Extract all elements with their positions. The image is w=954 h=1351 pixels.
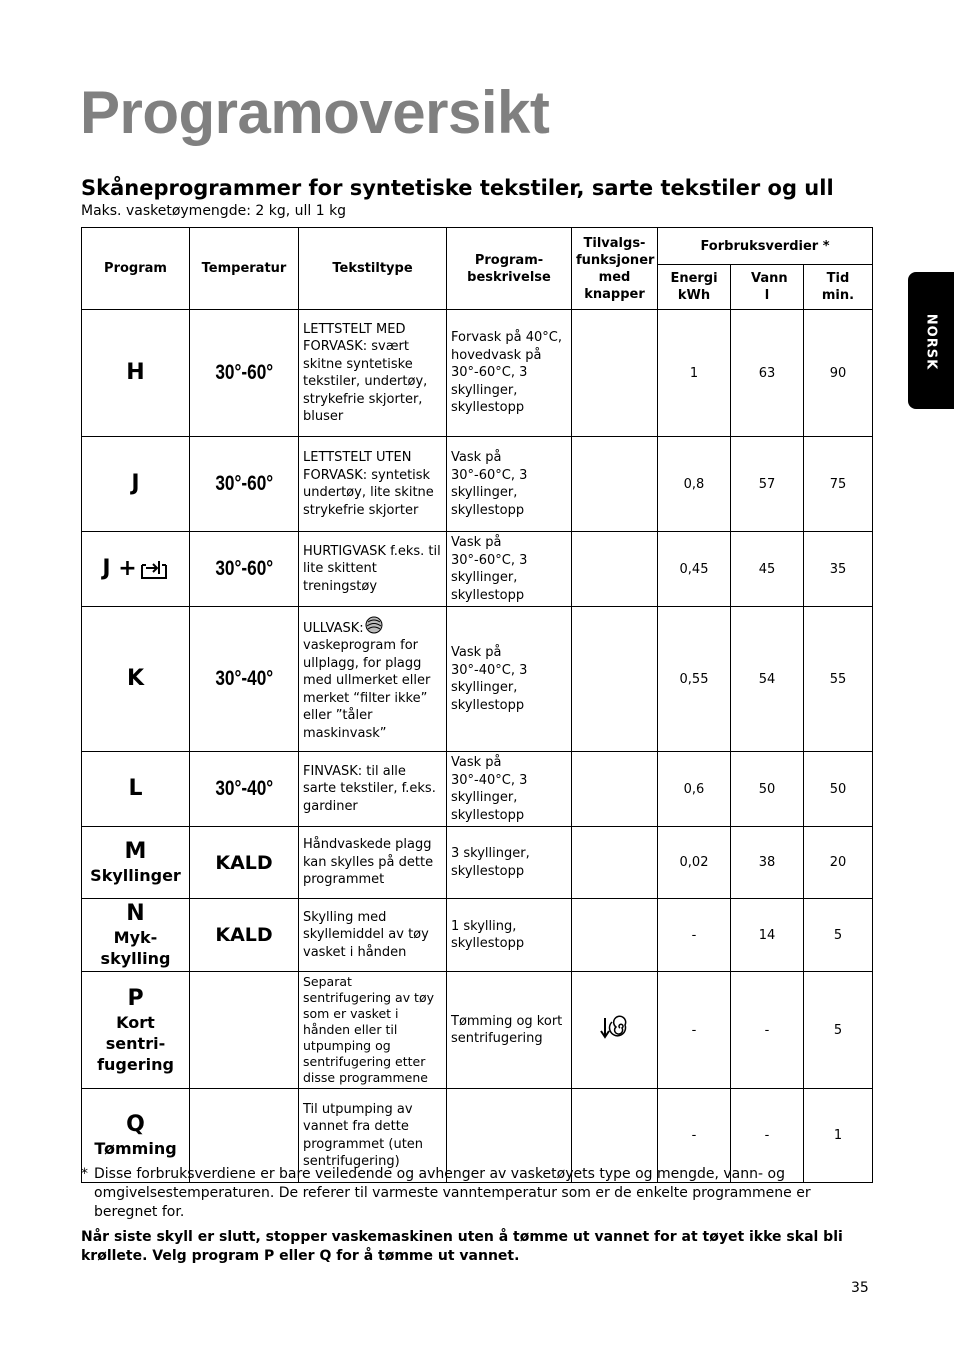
program-letter: H <box>126 360 145 385</box>
energy-cell: - <box>658 972 731 1089</box>
header-textile: Tekstiltype <box>299 228 447 310</box>
footnote-star: * <box>81 1166 88 1182</box>
time-cell: 20 <box>804 827 873 899</box>
textile-cell: FINVASK: til alle sarte tekstiler, f.eks. gardiner <box>299 752 447 827</box>
header-consumption: Forbruksverdier * <box>658 228 873 265</box>
description-cell: Vask på 30°-60°C, 3 skyllinger, skyllestopp <box>447 532 572 607</box>
energy-cell: 0,02 <box>658 827 731 899</box>
time-cell: 90 <box>804 310 873 437</box>
description-cell: Vask på 30°-40°C, 3 skyllinger, skyllestopp <box>447 607 572 752</box>
options-cell <box>572 310 658 437</box>
textile-cell: Skylling med skyllemiddel av tøy vasket i hånden <box>299 899 447 972</box>
program-cell <box>82 607 190 752</box>
program-letter: Q <box>126 1112 145 1137</box>
options-cell <box>572 972 658 1089</box>
program-letter: L <box>128 776 143 801</box>
textile-cell: LETTSTELT UTEN FORVASK: syntetisk undertøy, lite skitne strykefrie skjorter <box>299 437 447 532</box>
time-cell: 5 <box>804 899 873 972</box>
header-time: Tid min. <box>804 265 873 310</box>
water-cell: 50 <box>731 752 804 827</box>
water-cell: 57 <box>731 437 804 532</box>
options-cell <box>572 532 658 607</box>
description-cell: Tømming og kort sentrifugering <box>447 972 572 1089</box>
program-cell <box>82 437 190 532</box>
header-options: Tilvalgs-funksjoner med knapper <box>572 228 658 310</box>
description-cell: Vask på 30°-60°C, 3 skyllinger, skyllestopp <box>447 437 572 532</box>
temperature-cell <box>190 972 299 1089</box>
section-subtitle: Skåneprogrammer for syntetiske tekstiler, sarte tekstiler og ull <box>81 176 834 200</box>
time-cell: 5 <box>804 972 873 1089</box>
options-cell <box>572 827 658 899</box>
water-cell: 45 <box>731 532 804 607</box>
program-cell <box>82 752 190 827</box>
temperature-cell <box>190 607 299 752</box>
time-cell: 55 <box>804 607 873 752</box>
program-subtitle: Tømming <box>94 1139 177 1158</box>
footnote <box>81 1165 871 1222</box>
program-cell <box>82 972 190 1089</box>
temperature-value: 30°-60° <box>215 472 273 495</box>
water-cell: - <box>731 1089 804 1183</box>
energy-cell: 0,8 <box>658 437 731 532</box>
options-cell <box>572 437 658 532</box>
description-cell: 3 skyllinger, skyllestopp <box>447 827 572 899</box>
table-row <box>82 827 873 899</box>
program-cell <box>82 899 190 972</box>
table-row <box>82 532 873 607</box>
energy-cell: - <box>658 899 731 972</box>
program-letter: K <box>126 666 145 691</box>
energy-cell: - <box>658 1089 731 1183</box>
program-letter: J <box>131 471 140 496</box>
description-cell: Vask på 30°-40°C, 3 skyllinger, skyllestopp <box>447 752 572 827</box>
temperature-value: 30°-60° <box>215 557 273 580</box>
options-cell <box>572 899 658 972</box>
textile-cell: Til utpumping av vannet fra dette programmet (uten sentrifugering) <box>299 1089 447 1183</box>
table-row <box>82 607 873 752</box>
water-cell: - <box>731 972 804 1089</box>
textile-cell: LETTSTELT MED FORVASK: svært skitne syntetiske tekstiler, undertøy, strykefrie skjorter, bluser <box>299 310 447 437</box>
temperature-cell <box>190 899 299 972</box>
max-load-note: Maks. vasketøymengde: 2 kg, ull 1 kg <box>81 203 347 219</box>
spin-icon <box>598 1015 632 1041</box>
program-cell <box>82 310 190 437</box>
water-cell: 38 <box>731 827 804 899</box>
header-energy: Energi kWh <box>658 265 731 310</box>
textile-cell: Separat sentrifugering av tøy som er vasket i hånden eller til utpumping og sentrifugering etter disse programmene <box>299 972 447 1089</box>
energy-cell: 0,6 <box>658 752 731 827</box>
program-letter: N <box>126 901 145 926</box>
table-row <box>82 752 873 827</box>
wool-label: ULLVASK: <box>303 620 364 636</box>
page-number: 35 <box>851 1280 869 1296</box>
program-subtitle: Kort sentri-fugering <box>97 1012 174 1074</box>
wool-ball-icon <box>364 616 384 634</box>
time-cell: 50 <box>804 752 873 827</box>
wool-description: vaskeprogram for ullplagg, for plagg med ullmerket eller merket “filter ikke” eller ”tåler maskinvask” <box>303 638 431 741</box>
time-cell: 35 <box>804 532 873 607</box>
footnote-text: Disse forbruksverdiene er bare veiledende og avhenger av vasketøyets type og mengde, vann- og omgivelsestemperaturen. De referer til varmeste vanntemperatur som er de enkelte programmene er beregnet for. <box>94 1166 811 1220</box>
program-cell <box>82 532 190 607</box>
quick-wash-icon <box>139 557 169 581</box>
textile-cell: Håndvaskede plagg kan skylles på dette programmet <box>299 827 447 899</box>
header-temperature: Temperatur <box>190 228 299 310</box>
program-letter: M <box>124 839 147 864</box>
header-program: Program <box>82 228 190 310</box>
textile-cell: HURTIGVASK f.eks. til lite skittent treningstøy <box>299 532 447 607</box>
energy-cell: 1 <box>658 310 731 437</box>
program-table <box>81 227 873 1183</box>
page-title: Programoversikt <box>80 79 550 146</box>
textile-cell <box>299 607 447 752</box>
program-letter: J + <box>102 556 137 581</box>
time-cell: 75 <box>804 437 873 532</box>
table-row <box>82 310 873 437</box>
drain-note: Når siste skyll er slutt, stopper vaskemaskinen uten å tømme ut vannet for at tøyet ikke skal bli krøllete. Velg program P eller Q for å tømme ut vannet. <box>81 1229 843 1264</box>
water-cell: 14 <box>731 899 804 972</box>
temperature-value: 30°-40° <box>215 777 273 800</box>
header-description: Program-beskrivelse <box>447 228 572 310</box>
options-cell <box>572 752 658 827</box>
water-cell: 63 <box>731 310 804 437</box>
language-tab-label: NORSK <box>923 313 939 371</box>
program-subtitle: Skyllinger <box>90 866 181 885</box>
options-cell <box>572 607 658 752</box>
header-water: Vann l <box>731 265 804 310</box>
temperature-cell <box>190 532 299 607</box>
language-tab <box>908 272 954 409</box>
temperature-cell <box>190 827 299 899</box>
description-cell: 1 skylling, skyllestopp <box>447 899 572 972</box>
temperature-cell <box>190 752 299 827</box>
temperature-cell <box>190 310 299 437</box>
program-subtitle: Myk-skylling <box>100 928 171 968</box>
program-letter: P <box>127 985 144 1011</box>
temperature-value: KALD <box>215 924 273 946</box>
temperature-value: 30°-60° <box>215 361 273 384</box>
table-row <box>82 437 873 532</box>
table-row <box>82 899 873 972</box>
energy-cell: 0,55 <box>658 607 731 752</box>
temperature-value: 30°-40° <box>215 667 273 690</box>
description-cell: Forvask på 40°C, hovedvask på 30°-60°C, 3 skyllinger, skyllestopp <box>447 310 572 437</box>
time-cell: 1 <box>804 1089 873 1183</box>
energy-cell: 0,45 <box>658 532 731 607</box>
water-cell: 54 <box>731 607 804 752</box>
program-cell <box>82 827 190 899</box>
temperature-value: KALD <box>215 851 273 874</box>
table-row <box>82 972 873 1089</box>
temperature-cell <box>190 437 299 532</box>
